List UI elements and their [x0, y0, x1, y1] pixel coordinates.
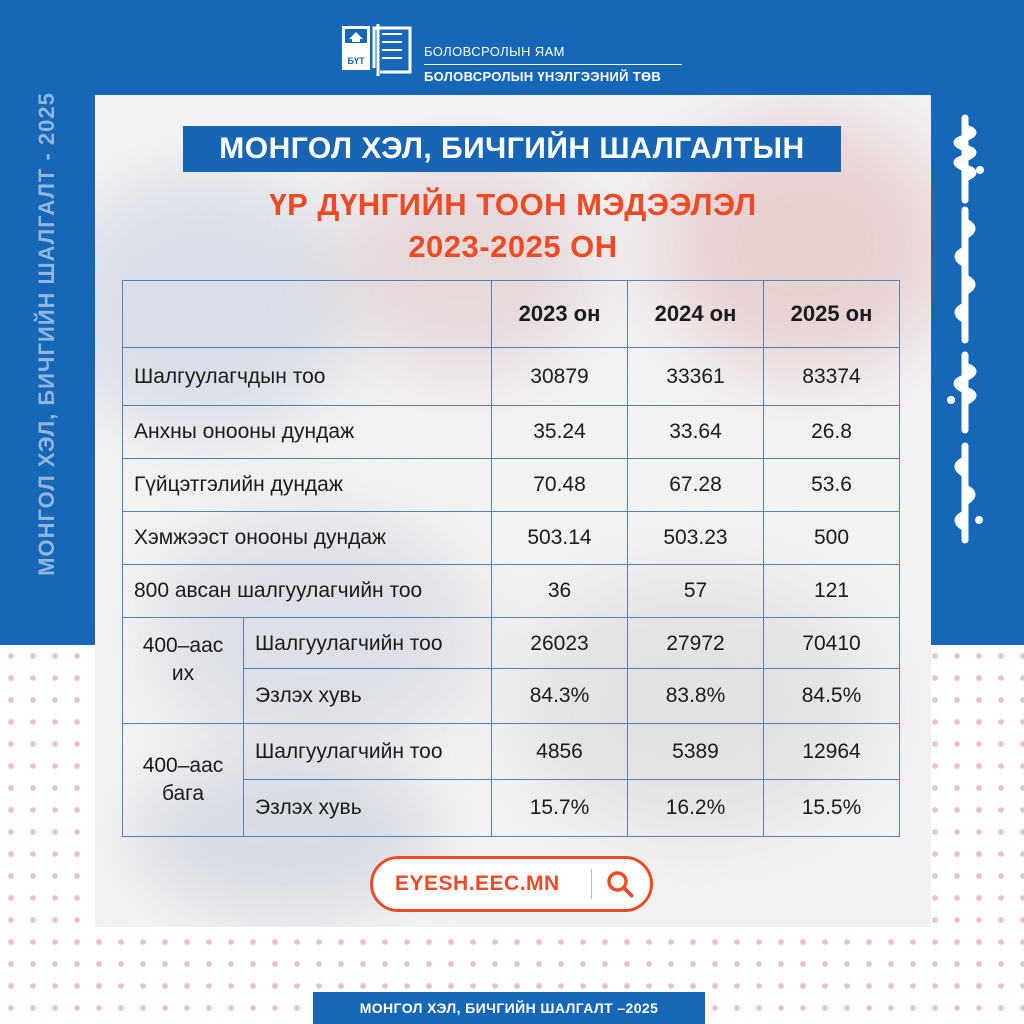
table-cell: 70410	[764, 618, 900, 669]
row-label: Шалгуулагчийн тоо	[244, 618, 492, 669]
organization-header	[340, 22, 685, 86]
row-label: Хэмжээст онооны дундаж	[123, 512, 492, 565]
column-header-2024: 2024 он	[628, 281, 764, 348]
table-cell: 84.3%	[492, 669, 628, 724]
table-cell: 27972	[628, 618, 764, 669]
logo-divider	[424, 64, 682, 65]
ministry-name: БОЛОВСРОЛЫН ЯАМ	[424, 44, 565, 59]
table-cell: 5389	[628, 724, 764, 780]
table-cell: 33361	[628, 348, 764, 406]
center-name: БОЛОВСРОЛЫН ҮНЭЛГЭЭНИЙ ТӨВ	[424, 69, 662, 84]
search-divider	[591, 869, 592, 899]
table-cell: 67.28	[628, 459, 764, 512]
table-cell: 36	[492, 565, 628, 618]
row-label: Эзлэх хувь	[244, 780, 492, 837]
table-cell: 30879	[492, 348, 628, 406]
table-cell: 33.64	[628, 406, 764, 459]
website-search-link[interactable]	[370, 856, 653, 912]
vertical-side-text: МОНГОЛ ХЭЛ, БИЧГИЙН ШАЛГАЛТ - 2025	[34, 92, 59, 576]
table-cell: 500	[764, 512, 900, 565]
table-cell: 4856	[492, 724, 628, 780]
title-year-range: 2023-2025 ОН	[408, 229, 618, 264]
table-cell: 57	[628, 565, 764, 618]
table-cell: 15.7%	[492, 780, 628, 837]
table-row	[123, 348, 900, 406]
table-cell: 53.6	[764, 459, 900, 512]
table-row	[123, 565, 900, 618]
table-cell: 16.2%	[628, 780, 764, 837]
table-row	[123, 406, 900, 459]
row-label: Гүйцэтгэлийн дундаж	[123, 459, 492, 512]
row-label: Шалгуулагчдын тоо	[123, 348, 492, 406]
table-cell: 12964	[764, 724, 900, 780]
table-cell: 83374	[764, 348, 900, 406]
table-cell: 35.24	[492, 406, 628, 459]
table-cell: 84.5%	[764, 669, 900, 724]
footer-banner: МОНГОЛ ХЭЛ, БИЧГИЙН ШАЛГАЛТ –2025	[313, 992, 705, 1024]
table-cell: 26.8	[764, 406, 900, 459]
mongolian-script-decoration	[935, 110, 995, 550]
group-label-above-400	[123, 618, 244, 724]
group-label-line: 400–аас	[142, 634, 224, 657]
group-label-line: 400–аас	[142, 754, 224, 777]
results-table	[122, 280, 900, 837]
table-cell: 121	[764, 565, 900, 618]
group-label-line: их	[171, 662, 195, 685]
group-label-below-400	[123, 724, 244, 837]
table-row	[123, 512, 900, 565]
search-icon	[605, 869, 635, 899]
row-label: 800 авсан шалгуулагчийн тоо	[123, 565, 492, 618]
table-cell: 15.5%	[764, 780, 900, 837]
table-cell: 503.14	[492, 512, 628, 565]
table-cell: 26023	[492, 618, 628, 669]
column-header-2025: 2025 он	[764, 281, 900, 348]
table-corner-cell	[123, 281, 492, 348]
table-cell: 503.23	[628, 512, 764, 565]
title-banner: МОНГОЛ ХЭЛ, БИЧГИЙН ШАЛГАЛТЫН	[183, 126, 841, 172]
website-url: EYESH.EEC.MN	[395, 872, 560, 895]
table-row	[123, 618, 900, 669]
row-label: Эзлэх хувь	[244, 669, 492, 724]
table-row	[123, 724, 900, 780]
logo-badge-text: БҮТ	[347, 56, 365, 66]
row-label: Анхны онооны дундаж	[123, 406, 492, 459]
table-cell: 83.8%	[628, 669, 764, 724]
table-header-row	[123, 281, 900, 348]
group-label-line: бага	[161, 782, 205, 805]
table-cell: 70.48	[492, 459, 628, 512]
title-subheading: ҮР ДҮНГИЙН ТООН МЭДЭЭЛЭЛ	[269, 187, 757, 222]
column-header-2023: 2023 он	[492, 281, 628, 348]
row-label: Шалгуулагчийн тоо	[244, 724, 492, 780]
table-row	[123, 459, 900, 512]
